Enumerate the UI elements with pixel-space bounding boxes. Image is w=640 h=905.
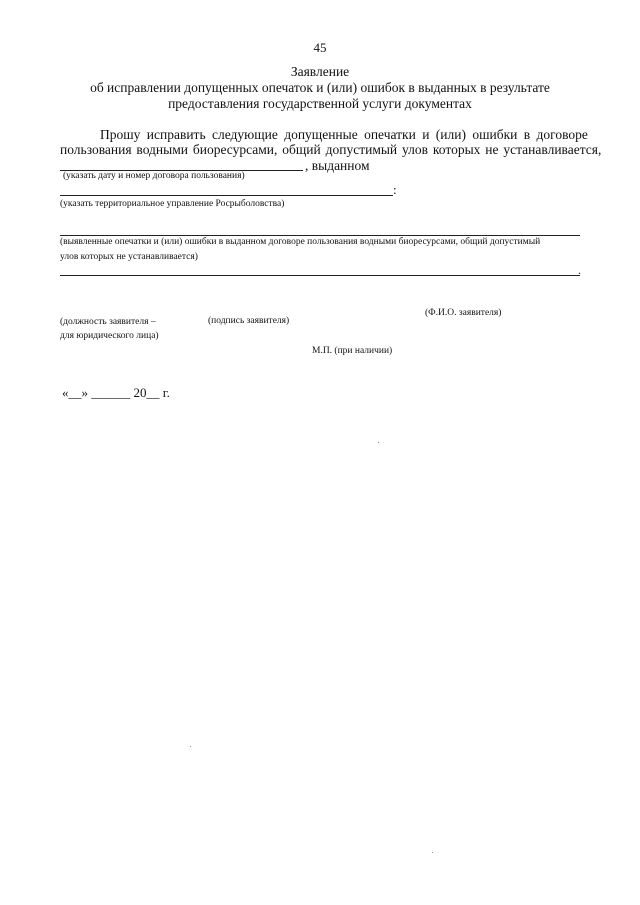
department-caption: (указать территориальное управление Росрыболовства): [60, 199, 285, 209]
document-subtitle-line1: об исправлении допущенных опечаток и (или) ошибок в выданных в результате: [90, 80, 550, 95]
errors-caption-line1: (выявленные опечатки и (или) ошибки в выданном договоре пользования водными биоресурсами, общий допустимый: [60, 237, 541, 247]
contract-caption: (указать дату и номер договора пользования): [63, 171, 245, 181]
position-caption-line1: (должность заявителя –: [60, 317, 156, 327]
errors-fill-line: [60, 235, 580, 236]
errors-fill-line-2: [60, 275, 580, 276]
document-subtitle-line2: предоставления государственной услуги документах: [168, 96, 472, 111]
scan-speck: [432, 852, 433, 853]
errors-caption-line2: улов которых не устанавливается): [60, 252, 198, 262]
request-text-line1: Прошу исправить следующие допущенные опечатки и (или) ошибки в договоре: [100, 127, 588, 142]
issued-text: , выданном: [305, 158, 370, 173]
period-mark: .: [578, 263, 581, 277]
fio-caption: (Ф.И.О. заявителя): [425, 308, 502, 318]
document-title: Заявление: [290, 64, 350, 79]
date-line: «__» ______ 20__ г.: [62, 385, 170, 400]
page-number: 45: [313, 40, 327, 55]
scan-speck: [190, 746, 191, 747]
signature-caption: (подпись заявителя): [208, 316, 290, 326]
colon-mark: :: [393, 182, 397, 197]
position-caption-line2: для юридического лица): [60, 331, 159, 341]
stamp-caption: М.П. (при наличии): [312, 346, 393, 356]
department-fill-line: [60, 195, 393, 196]
scan-speck: [378, 442, 379, 443]
request-text-line2: пользования водными биоресурсами, общий допустимый улов которых не устанавливается,: [60, 142, 602, 157]
